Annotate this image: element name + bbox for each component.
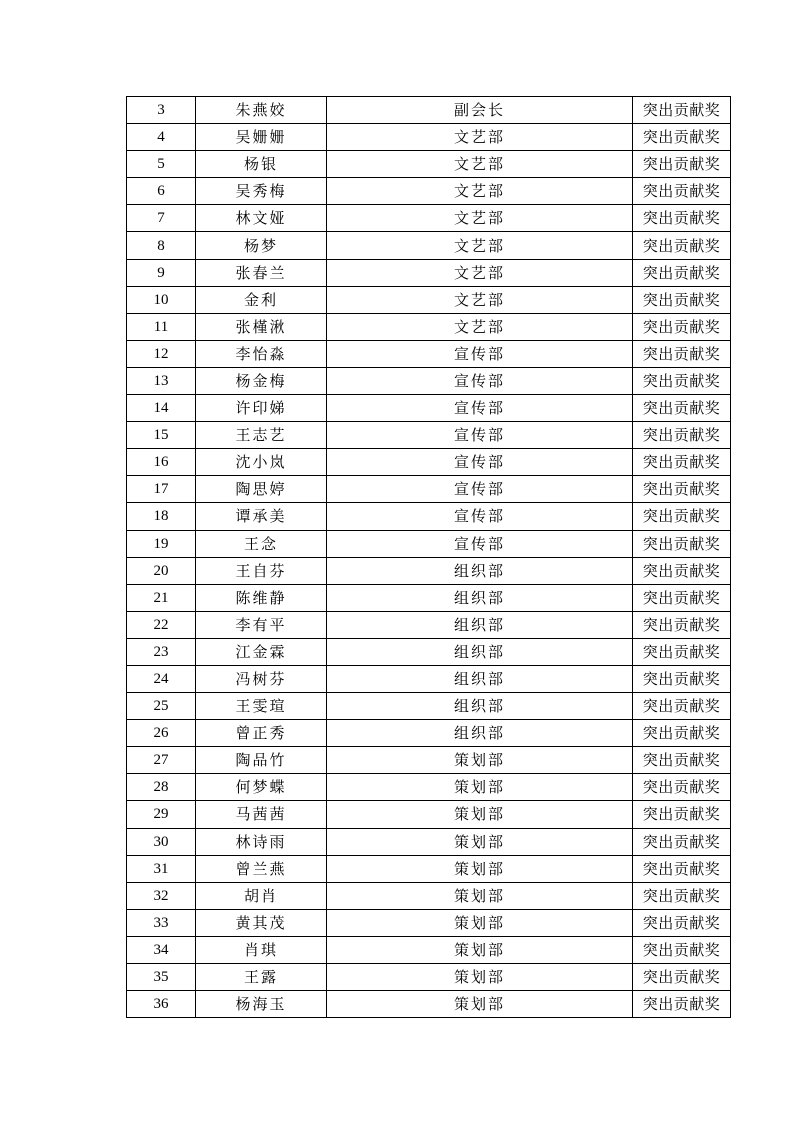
award-cell: 突出贡献奖 [633, 367, 731, 394]
award-cell: 突出贡献奖 [633, 665, 731, 692]
member-name-cell: 马茜茜 [196, 801, 327, 828]
award-cell: 突出贡献奖 [633, 530, 731, 557]
member-name-cell: 何梦蝶 [196, 774, 327, 801]
row-number-cell: 11 [127, 313, 196, 340]
row-number-cell: 35 [127, 964, 196, 991]
award-cell: 突出贡献奖 [633, 124, 731, 151]
member-name-cell: 杨海玉 [196, 991, 327, 1018]
row-number-cell: 27 [127, 747, 196, 774]
member-name-cell: 黄其茂 [196, 909, 327, 936]
department-cell: 文艺部 [327, 124, 633, 151]
table-row [127, 801, 731, 828]
member-name-cell: 陈维静 [196, 584, 327, 611]
department-cell: 文艺部 [327, 151, 633, 178]
department-cell: 宣传部 [327, 395, 633, 422]
member-name-cell: 王念 [196, 530, 327, 557]
department-cell: 文艺部 [327, 259, 633, 286]
table-row [127, 476, 731, 503]
department-cell: 策划部 [327, 747, 633, 774]
member-name-cell: 李有平 [196, 611, 327, 638]
row-number-cell: 7 [127, 205, 196, 232]
department-cell: 组织部 [327, 611, 633, 638]
member-name-cell: 林文娅 [196, 205, 327, 232]
award-cell: 突出贡献奖 [633, 747, 731, 774]
award-cell: 突出贡献奖 [633, 855, 731, 882]
row-number-cell: 12 [127, 340, 196, 367]
award-cell: 突出贡献奖 [633, 828, 731, 855]
department-cell: 文艺部 [327, 286, 633, 313]
table-row [127, 991, 731, 1018]
award-cell: 突出贡献奖 [633, 232, 731, 259]
row-number-cell: 21 [127, 584, 196, 611]
row-number-cell: 34 [127, 936, 196, 963]
award-cell: 突出贡献奖 [633, 151, 731, 178]
member-name-cell: 张春兰 [196, 259, 327, 286]
award-cell: 突出贡献奖 [633, 936, 731, 963]
department-cell: 组织部 [327, 693, 633, 720]
table-row [127, 720, 731, 747]
member-name-cell: 朱燕姣 [196, 97, 327, 124]
member-name-cell: 胡肖 [196, 882, 327, 909]
department-cell: 策划部 [327, 855, 633, 882]
row-number-cell: 23 [127, 638, 196, 665]
member-name-cell: 曾兰燕 [196, 855, 327, 882]
member-name-cell: 杨银 [196, 151, 327, 178]
member-name-cell: 林诗雨 [196, 828, 327, 855]
member-name-cell: 王雯瑄 [196, 693, 327, 720]
row-number-cell: 4 [127, 124, 196, 151]
member-name-cell: 谭承美 [196, 503, 327, 530]
table-row [127, 530, 731, 557]
department-cell: 组织部 [327, 557, 633, 584]
row-number-cell: 3 [127, 97, 196, 124]
row-number-cell: 17 [127, 476, 196, 503]
award-cell: 突出贡献奖 [633, 97, 731, 124]
table-row [127, 395, 731, 422]
row-number-cell: 28 [127, 774, 196, 801]
award-cell: 突出贡献奖 [633, 557, 731, 584]
department-cell: 宣传部 [327, 476, 633, 503]
row-number-cell: 36 [127, 991, 196, 1018]
department-cell: 策划部 [327, 882, 633, 909]
table-row [127, 557, 731, 584]
row-number-cell: 18 [127, 503, 196, 530]
row-number-cell: 24 [127, 665, 196, 692]
department-cell: 宣传部 [327, 503, 633, 530]
row-number-cell: 31 [127, 855, 196, 882]
department-cell: 文艺部 [327, 178, 633, 205]
award-cell: 突出贡献奖 [633, 638, 731, 665]
department-cell: 组织部 [327, 665, 633, 692]
table-row [127, 665, 731, 692]
award-cell: 突出贡献奖 [633, 584, 731, 611]
member-name-cell: 许印娣 [196, 395, 327, 422]
row-number-cell: 16 [127, 449, 196, 476]
department-cell: 策划部 [327, 801, 633, 828]
row-number-cell: 6 [127, 178, 196, 205]
department-cell: 文艺部 [327, 205, 633, 232]
table-row [127, 340, 731, 367]
department-cell: 策划部 [327, 774, 633, 801]
table-row [127, 286, 731, 313]
member-name-cell: 吴姗姗 [196, 124, 327, 151]
department-cell: 组织部 [327, 638, 633, 665]
member-name-cell: 沈小岚 [196, 449, 327, 476]
award-cell: 突出贡献奖 [633, 964, 731, 991]
department-cell: 策划部 [327, 964, 633, 991]
member-name-cell: 金利 [196, 286, 327, 313]
table-row [127, 367, 731, 394]
department-cell: 宣传部 [327, 530, 633, 557]
member-name-cell: 肖琪 [196, 936, 327, 963]
table-row [127, 313, 731, 340]
award-list-table [126, 96, 731, 1018]
award-cell: 突出贡献奖 [633, 909, 731, 936]
row-number-cell: 32 [127, 882, 196, 909]
member-name-cell: 曾正秀 [196, 720, 327, 747]
row-number-cell: 20 [127, 557, 196, 584]
award-cell: 突出贡献奖 [633, 774, 731, 801]
row-number-cell: 13 [127, 367, 196, 394]
row-number-cell: 30 [127, 828, 196, 855]
member-name-cell: 吴秀梅 [196, 178, 327, 205]
row-number-cell: 29 [127, 801, 196, 828]
table-row [127, 259, 731, 286]
award-cell: 突出贡献奖 [633, 205, 731, 232]
member-name-cell: 陶思婷 [196, 476, 327, 503]
department-cell: 文艺部 [327, 232, 633, 259]
department-cell: 宣传部 [327, 449, 633, 476]
department-cell: 文艺部 [327, 313, 633, 340]
member-name-cell: 陶品竹 [196, 747, 327, 774]
table-row [127, 828, 731, 855]
table-row [127, 638, 731, 665]
award-cell: 突出贡献奖 [633, 720, 731, 747]
member-name-cell: 王志艺 [196, 422, 327, 449]
member-name-cell: 张槿湫 [196, 313, 327, 340]
row-number-cell: 25 [127, 693, 196, 720]
member-name-cell: 王露 [196, 964, 327, 991]
department-cell: 组织部 [327, 720, 633, 747]
department-cell: 组织部 [327, 584, 633, 611]
department-cell: 策划部 [327, 828, 633, 855]
department-cell: 策划部 [327, 991, 633, 1018]
row-number-cell: 22 [127, 611, 196, 638]
award-cell: 突出贡献奖 [633, 313, 731, 340]
award-cell: 突出贡献奖 [633, 611, 731, 638]
award-cell: 突出贡献奖 [633, 991, 731, 1018]
table-row [127, 747, 731, 774]
department-cell: 副会长 [327, 97, 633, 124]
row-number-cell: 14 [127, 395, 196, 422]
member-name-cell: 王自芬 [196, 557, 327, 584]
table-row [127, 97, 731, 124]
table-row [127, 151, 731, 178]
member-name-cell: 杨金梅 [196, 367, 327, 394]
table-row [127, 205, 731, 232]
award-cell: 突出贡献奖 [633, 801, 731, 828]
table-row [127, 693, 731, 720]
award-cell: 突出贡献奖 [633, 340, 731, 367]
award-table-body [127, 97, 731, 1018]
row-number-cell: 9 [127, 259, 196, 286]
table-row [127, 503, 731, 530]
row-number-cell: 8 [127, 232, 196, 259]
row-number-cell: 33 [127, 909, 196, 936]
table-row [127, 422, 731, 449]
table-row [127, 855, 731, 882]
award-cell: 突出贡献奖 [633, 882, 731, 909]
member-name-cell: 冯树芬 [196, 665, 327, 692]
department-cell: 策划部 [327, 909, 633, 936]
award-cell: 突出贡献奖 [633, 395, 731, 422]
table-row [127, 584, 731, 611]
row-number-cell: 26 [127, 720, 196, 747]
department-cell: 策划部 [327, 936, 633, 963]
table-row [127, 936, 731, 963]
table-row [127, 611, 731, 638]
member-name-cell: 李怡淼 [196, 340, 327, 367]
table-row [127, 964, 731, 991]
table-row [127, 232, 731, 259]
award-cell: 突出贡献奖 [633, 178, 731, 205]
row-number-cell: 10 [127, 286, 196, 313]
award-cell: 突出贡献奖 [633, 422, 731, 449]
award-cell: 突出贡献奖 [633, 259, 731, 286]
row-number-cell: 5 [127, 151, 196, 178]
department-cell: 宣传部 [327, 367, 633, 394]
table-row [127, 774, 731, 801]
award-cell: 突出贡献奖 [633, 286, 731, 313]
department-cell: 宣传部 [327, 340, 633, 367]
row-number-cell: 19 [127, 530, 196, 557]
table-row [127, 178, 731, 205]
member-name-cell: 杨梦 [196, 232, 327, 259]
table-row [127, 124, 731, 151]
award-cell: 突出贡献奖 [633, 693, 731, 720]
row-number-cell: 15 [127, 422, 196, 449]
table-row [127, 449, 731, 476]
table-row [127, 909, 731, 936]
award-cell: 突出贡献奖 [633, 449, 731, 476]
member-name-cell: 江金霖 [196, 638, 327, 665]
award-cell: 突出贡献奖 [633, 476, 731, 503]
department-cell: 宣传部 [327, 422, 633, 449]
table-row [127, 882, 731, 909]
award-cell: 突出贡献奖 [633, 503, 731, 530]
